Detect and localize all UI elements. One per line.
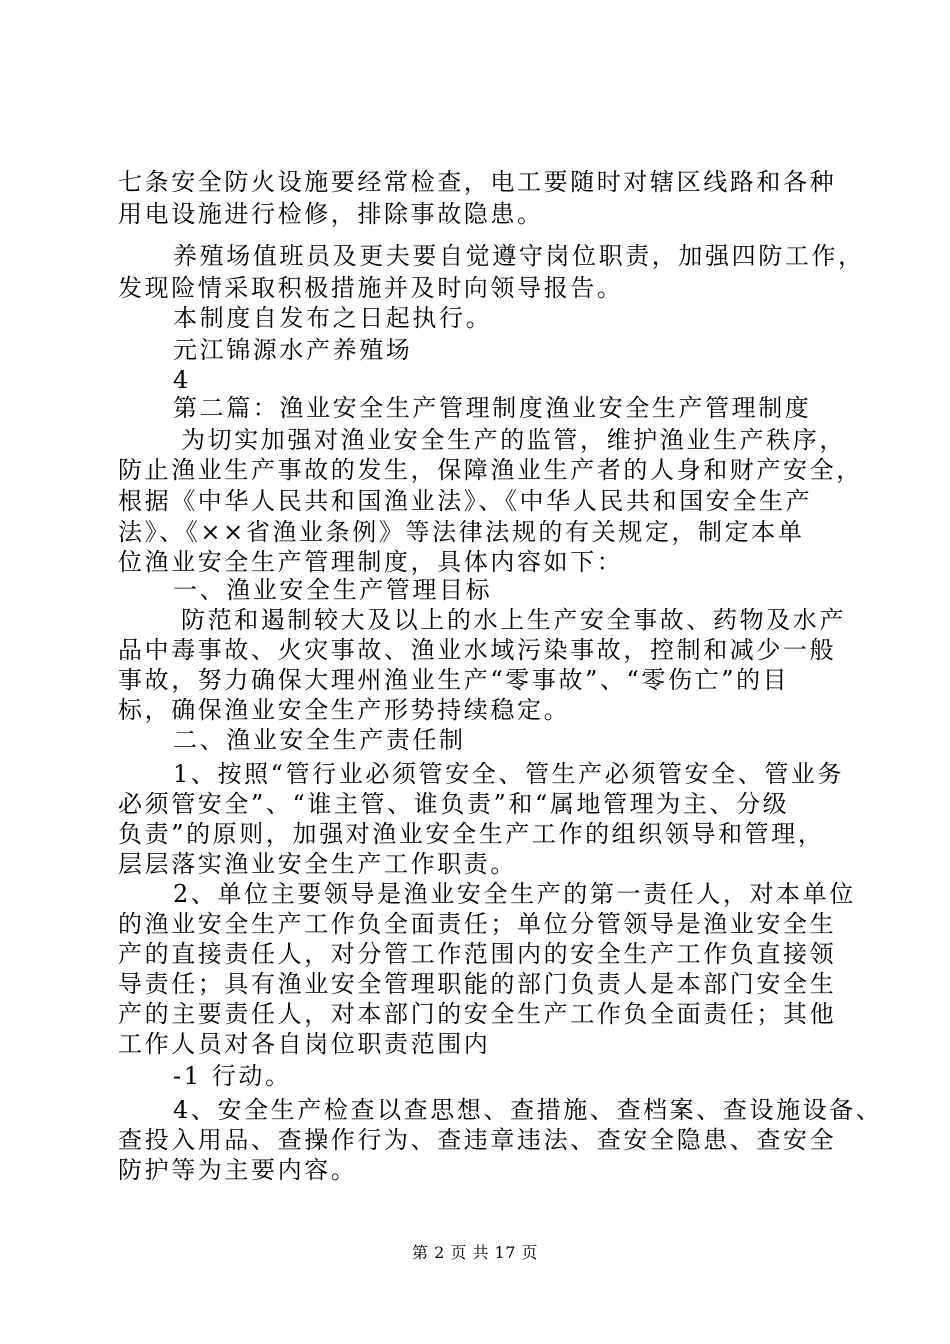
text-line: 防止渔业生产事故的发生，保障渔业生产者的人身和财产安全，: [118, 456, 863, 484]
text-line: 2、单位主要领导是渔业安全生产的第一责任人，对本单位: [173, 880, 856, 908]
text-line: 导责任；具有渔业安全管理职能的部门负责人是本部门安全生: [118, 970, 837, 998]
text-line: -1 行动。: [173, 1062, 292, 1090]
text-line: 防范和遏制较大及以上的水上生产安全事故、药物及水产: [181, 606, 846, 634]
text-line: 品中毒事故、火灾事故、渔业水域污染事故，控制和减少一般: [118, 636, 837, 664]
text-line: 根据《中华人民共和国渔业法》、《中华人民共和国安全生产: [118, 487, 813, 515]
text-line: 发现险情采取积极措施并及时向领导报告。: [118, 274, 624, 302]
text-line: 事故，努力确保大理州渔业生产“零事故”、“零伤亡”的目: [118, 666, 790, 694]
text-line: 标，确保渔业安全生产形势持续稳定。: [118, 696, 571, 724]
text-line: 七条安全防火设施要经常检查，电工要随时对辖区线路和各种: [118, 168, 837, 196]
text-line: 本制度自发布之日起执行。: [173, 304, 493, 332]
page-footer: 第 2 页 共 17 页: [412, 1243, 538, 1262]
text-line: 位渔业安全生产管理制度，具体内容如下：: [118, 548, 624, 576]
text-line: 负责”的原则，加强对渔业安全生产工作的组织领导和管理，: [118, 820, 825, 848]
text-line: 用电设施进行检修，排除事故隐患。: [118, 200, 544, 228]
text-line: 为切实加强对渔业安全生产的监管，维护渔业生产秩序，: [181, 426, 846, 454]
text-line: 产的主要责任人，对本部门的安全生产工作负全面责任；其他: [118, 1000, 837, 1028]
section-heading: 二、渔业安全生产责任制: [173, 726, 466, 754]
text-line: 的渔业安全生产工作负全面责任；单位分管领导是渔业安全生: [118, 910, 837, 938]
text-line: 工作人员对各自岗位职责范围内: [118, 1030, 491, 1058]
text-line: 4、安全生产检查以查思想、查措施、查档案、查设施设备、: [173, 1096, 883, 1124]
section-title: 第二篇：渔业安全生产管理制度渔业安全生产管理制度: [173, 394, 812, 422]
text-line: 必须管安全”、“谁主管、谁负责”和“属地管理为主、分级: [118, 790, 790, 818]
text-line: 产的直接责任人，对分管工作范围内的安全生产工作负直接领: [118, 940, 837, 968]
text-line: 1、按照“管行业必须管安全、管生产必须管安全、管业务: [173, 760, 845, 788]
section-heading: 一、渔业安全生产管理目标: [173, 576, 493, 604]
text-line: 防护等为主要内容。: [118, 1156, 358, 1184]
text-line: 层层落实渔业安全生产工作职责。: [118, 850, 517, 878]
page-number-marker: 4: [173, 366, 191, 394]
text-line: 查投入用品、查操作行为、查违章违法、查安全隐患、查安全: [118, 1126, 837, 1154]
text-line: 养殖场值班员及更夫要自觉遵守岗位职责，加强四防工作，: [173, 242, 865, 270]
text-line: 元江锦源水产养殖场: [173, 336, 413, 364]
text-line: 法》、《××省渔业条例》等法律法规的有关规定，制定本单: [118, 518, 805, 546]
